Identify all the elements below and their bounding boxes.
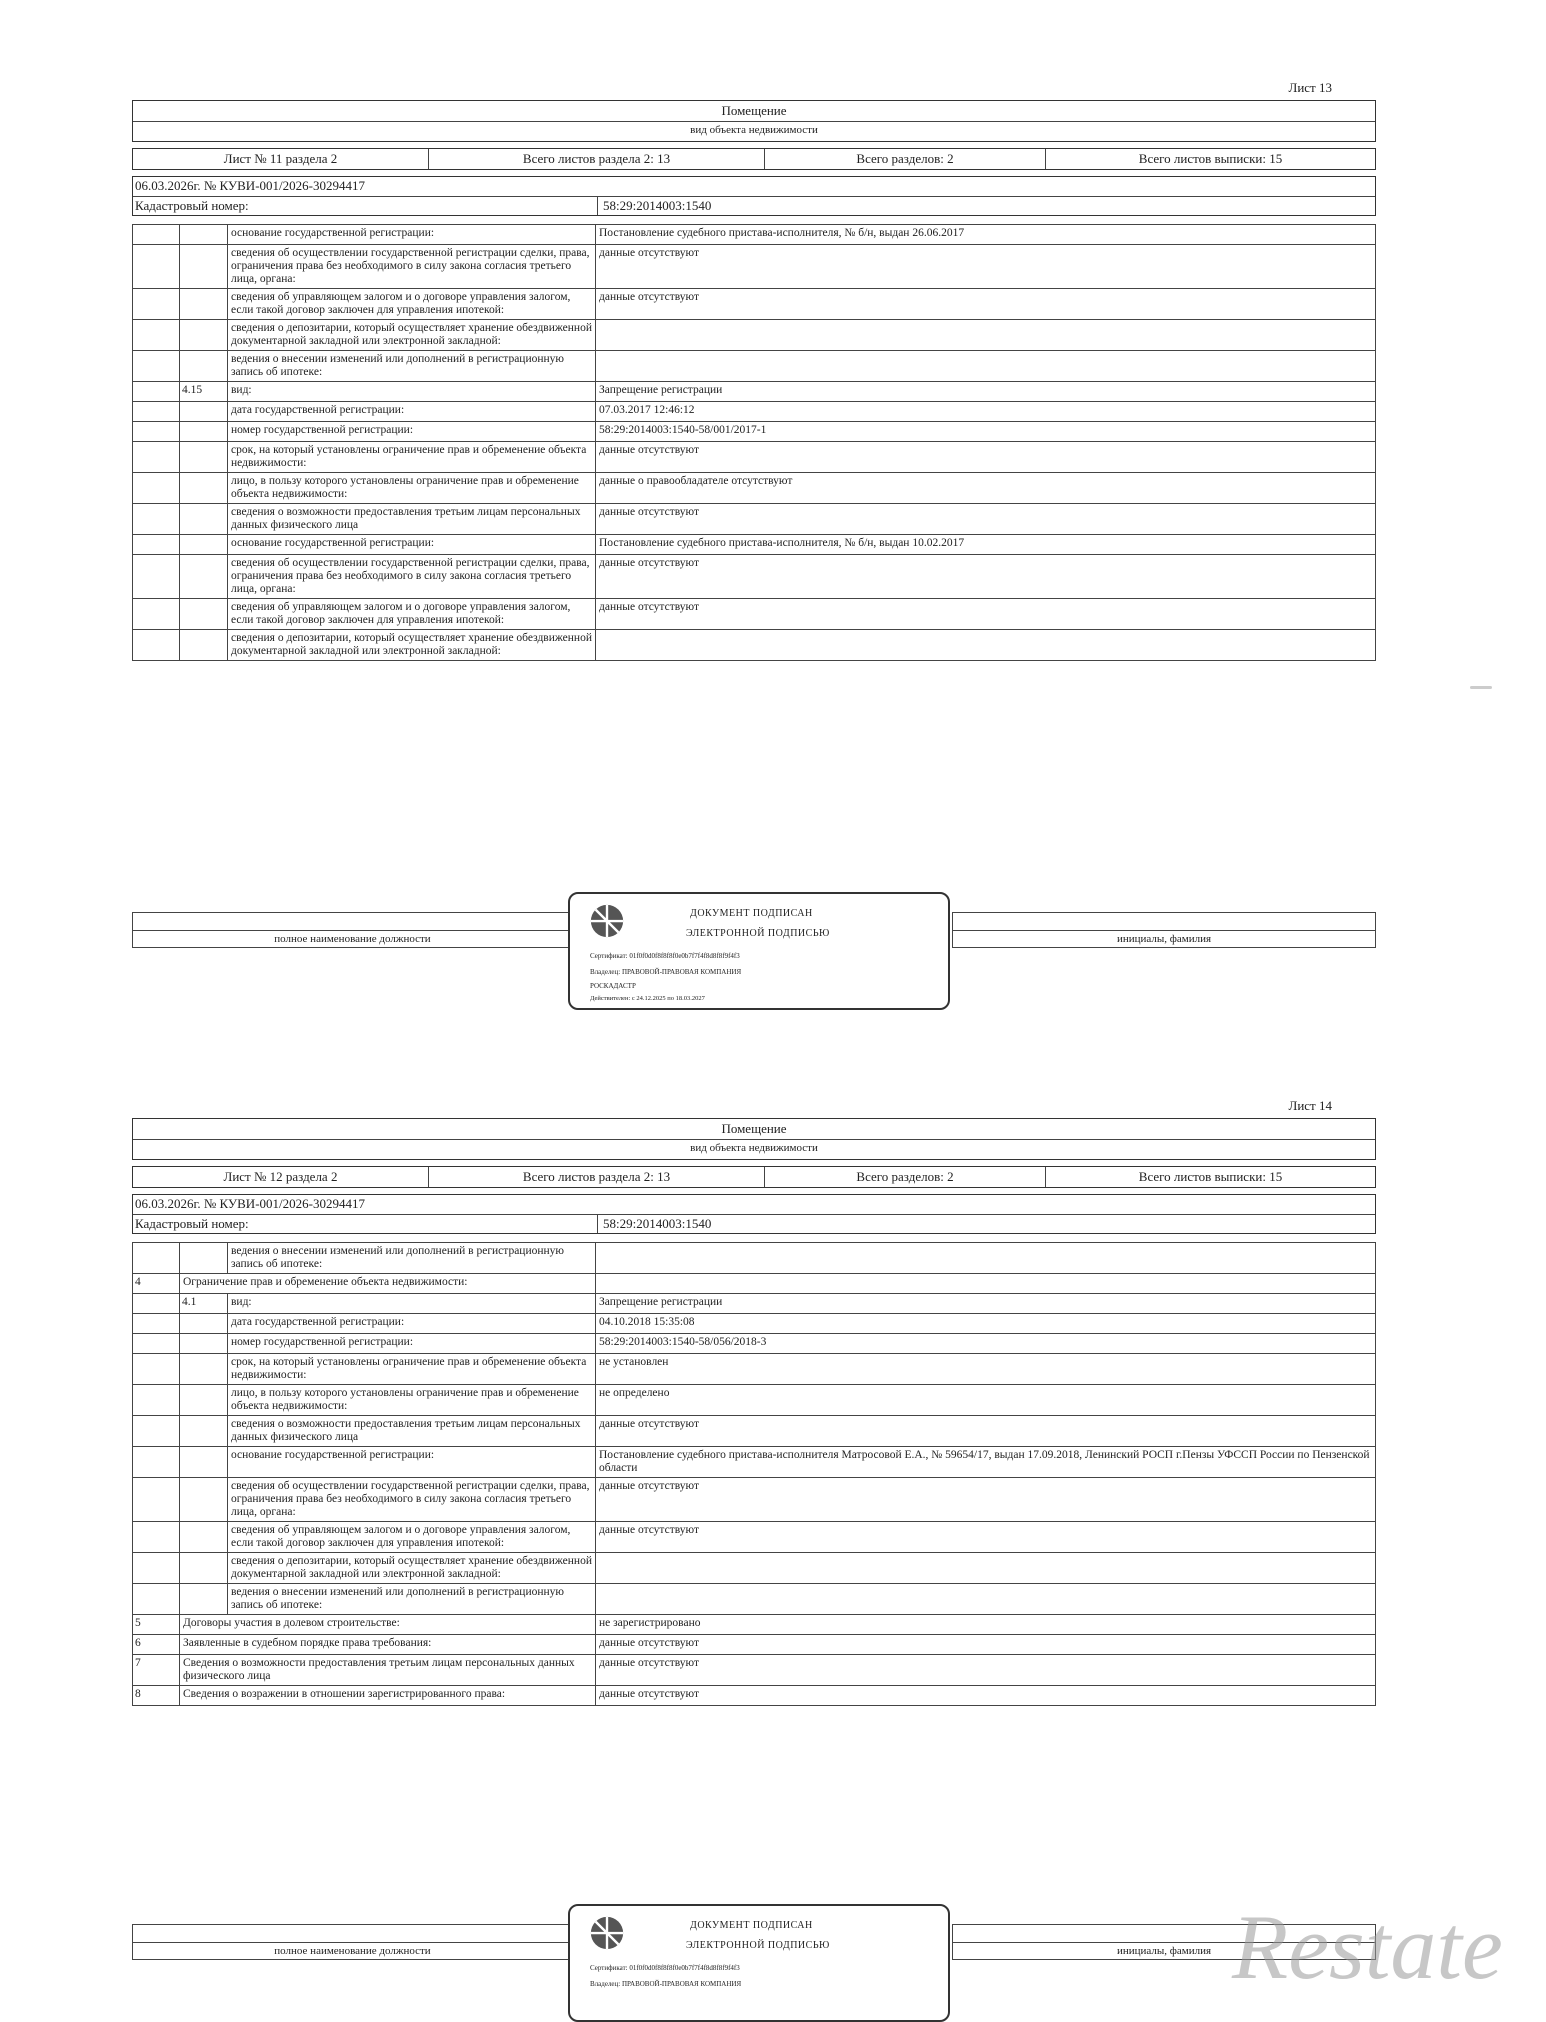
field-value-cell: 58:29:2014003:1540-58/001/2017-1 — [596, 422, 1376, 441]
stamp-title-2: ЭЛЕКТРОННОЙ ПОДПИСЬЮ — [686, 928, 830, 939]
section-number-cell — [132, 1584, 180, 1614]
field-value-cell: данные отсутствуют — [596, 599, 1376, 629]
section-number-cell — [132, 1478, 180, 1521]
object-type-caption: вид объекта недвижимости — [690, 1142, 818, 1154]
watermark-logo: Restate — [1232, 1896, 1503, 1998]
field-value-cell: 07.03.2017 12:46:12 — [596, 402, 1376, 421]
field-label-cell: основание государственной регистрации: — [228, 1447, 596, 1477]
section-number-cell — [132, 320, 180, 350]
field-label-cell: дата государственной регистрации: — [228, 402, 596, 421]
section-number-cell — [132, 504, 180, 534]
item-number-cell — [180, 630, 228, 660]
record-row — [132, 1654, 1376, 1685]
field-value-cell — [596, 1553, 1376, 1583]
stamp-organization: РОСКАДАСТР — [590, 982, 636, 990]
record-row — [132, 350, 1376, 381]
section-number-cell — [132, 1354, 180, 1384]
field-value-cell: не установлен — [596, 1354, 1376, 1384]
total-extract-sheets: Всего листов выписки: 15 — [1138, 151, 1283, 166]
section-number-cell — [132, 245, 180, 288]
sheet-number: Лист 13 — [1288, 80, 1332, 95]
scan-smudge — [1470, 686, 1492, 689]
field-label-cell: ведения о внесении изменений или дополнений в регистрационную запись об ипотеке: — [228, 1584, 596, 1614]
name-caption: инициалы, фамилия — [953, 930, 1375, 945]
record-row — [132, 1583, 1376, 1614]
document-id-header — [132, 176, 1376, 216]
field-value-cell — [596, 1274, 1376, 1293]
field-value-cell: данные отсутствуют — [596, 1635, 1376, 1654]
item-number-cell — [180, 351, 228, 381]
field-value-cell: данные отсутствуют — [596, 1522, 1376, 1552]
record-row — [132, 1521, 1376, 1552]
field-value-cell: не определено — [596, 1385, 1376, 1415]
item-number-cell — [180, 442, 228, 472]
section-number-cell — [132, 1416, 180, 1446]
field-label-cell: сведения о возможности предоставления третьим лицам персональных данных физического лица — [228, 1416, 596, 1446]
record-row — [132, 288, 1376, 319]
field-value-cell: 58:29:2014003:1540-58/056/2018-3 — [596, 1334, 1376, 1353]
section-number-cell — [132, 555, 180, 598]
field-label-cell: лицо, в пользу которого установлены ограничение прав и обременение объекта недвижимости: — [228, 473, 596, 503]
field-value-cell: данные отсутствуют — [596, 1416, 1376, 1446]
item-number-cell — [180, 1243, 228, 1273]
stamp-title-1: ДОКУМЕНТ ПОДПИСАН — [690, 1920, 813, 1931]
field-label-cell: сведения об управляющем залогом и о договоре управления залогом, если такой договор заключен для управления ипотекой: — [228, 599, 596, 629]
record-row — [132, 1552, 1376, 1583]
record-row — [132, 629, 1376, 661]
record-row — [132, 472, 1376, 503]
section-number-cell — [132, 535, 180, 554]
item-number-cell — [180, 1478, 228, 1521]
field-label-cell: сведения об управляющем залогом и о договоре управления залогом, если такой договор заключен для управления ипотекой: — [228, 1522, 596, 1552]
record-row — [132, 244, 1376, 288]
field-label-cell: номер государственной регистрации: — [228, 1334, 596, 1353]
section-number-cell — [132, 351, 180, 381]
stamp-certificate: Сертификат: 01f0f0d0f8f8f8f0e0b7f7f4f8d8f8f9f4f3 — [590, 1964, 740, 1972]
object-type-header — [132, 1118, 1376, 1160]
object-type: Помещение — [721, 103, 787, 118]
record-row — [132, 1446, 1376, 1477]
object-type-header — [132, 100, 1376, 142]
item-number-cell — [180, 1416, 228, 1446]
record-row — [132, 1477, 1376, 1521]
record-row — [132, 534, 1376, 554]
record-row — [132, 401, 1376, 421]
total-section-sheets: Всего листов раздела 2: 13 — [429, 1167, 765, 1187]
field-value-cell: Постановление судебного пристава-исполнителя, № б/н, выдан 26.06.2017 — [596, 225, 1376, 244]
record-row — [132, 554, 1376, 598]
record-row — [132, 1242, 1376, 1273]
record-row — [132, 1384, 1376, 1415]
field-value-cell: Постановление судебного пристава-исполнителя, № б/н, выдан 10.02.2017 — [596, 535, 1376, 554]
field-value-cell: данные о правообладателе отсутствуют — [596, 473, 1376, 503]
item-number-cell — [180, 245, 228, 288]
cadastral-label: Кадастровый номер: — [135, 198, 249, 213]
item-number-cell — [180, 1447, 228, 1477]
stamp-title-1: ДОКУМЕНТ ПОДПИСАН — [690, 908, 813, 919]
date-number: 06.03.2026г. № КУВИ-001/2026-30294417 — [135, 178, 365, 193]
section-title-cell: Заявленные в судебном порядке права требования: — [180, 1635, 596, 1654]
item-number-cell: 4.15 — [180, 382, 228, 401]
field-label-cell: срок, на который установлены ограничение прав и обременение объекта недвижимости: — [228, 1354, 596, 1384]
record-row — [132, 598, 1376, 629]
section-number-cell: 7 — [132, 1655, 180, 1685]
field-label-cell: сведения об управляющем залогом и о договоре управления залогом, если такой договор заключен для управления ипотекой: — [228, 289, 596, 319]
field-label-cell: срок, на который установлены ограничение прав и обременение объекта недвижимости: — [228, 442, 596, 472]
section-number-cell — [132, 1553, 180, 1583]
field-value-cell: Запрещение регистрации — [596, 382, 1376, 401]
section-number-cell — [132, 442, 180, 472]
record-row — [132, 1614, 1376, 1634]
field-value-cell: 04.10.2018 15:35:08 — [596, 1314, 1376, 1333]
object-type-caption: вид объекта недвижимости — [690, 124, 818, 136]
field-label-cell: сведения о депозитарии, который осуществляет хранение обездвиженной документарной закладной или электронной закладной: — [228, 630, 596, 660]
sheet-counts-header — [132, 148, 1376, 170]
section-number-cell: 5 — [132, 1615, 180, 1634]
total-section-sheets: Всего листов раздела 2: 13 — [429, 149, 765, 169]
record-row — [132, 1353, 1376, 1384]
item-number-cell — [180, 1314, 228, 1333]
field-value-cell: данные отсутствуют — [596, 1686, 1376, 1705]
item-number-cell — [180, 1584, 228, 1614]
position-field — [132, 912, 572, 948]
record-row — [132, 1333, 1376, 1353]
field-label-cell: сведения о депозитарии, который осуществляет хранение обездвиженной документарной закладной или электронной закладной: — [228, 1553, 596, 1583]
item-number-cell — [180, 225, 228, 244]
record-row — [132, 1415, 1376, 1446]
total-sections: Всего разделов: 2 — [765, 149, 1046, 169]
section-number-cell: 4 — [132, 1274, 180, 1293]
section-number-cell — [132, 225, 180, 244]
cadastral-label: Кадастровый номер: — [135, 1216, 249, 1231]
field-label-cell: сведения об осуществлении государственной регистрации сделки, права, ограничения права без необходимого в силу закона согласия третьего лица, органа: — [228, 1478, 596, 1521]
field-value-cell — [596, 630, 1376, 660]
field-label-cell: основание государственной регистрации: — [228, 225, 596, 244]
section-number-cell — [132, 1334, 180, 1353]
section-number-cell — [132, 630, 180, 660]
section-number-cell — [132, 1522, 180, 1552]
field-value-cell: Постановление судебного пристава-исполнителя Матросовой Е.А., № 59654/17, выдан 17.09.2018, Ленинский РОСП г.Пензы УФССП России по Пензенской области — [596, 1447, 1376, 1477]
field-value-cell: данные отсутствуют — [596, 1478, 1376, 1521]
field-label-cell: номер государственной регистрации: — [228, 422, 596, 441]
section-title-cell: Сведения о возможности предоставления третьим лицам персональных данных физического лица — [180, 1655, 596, 1685]
section-number-cell — [132, 422, 180, 441]
position-caption: полное наименование должности — [133, 1942, 572, 1957]
section-title-cell: Ограничение прав и обременение объекта недвижимости: — [180, 1274, 596, 1293]
sheet-number: Лист 14 — [1288, 1098, 1332, 1113]
field-label-cell: ведения о внесении изменений или дополнений в регистрационную запись об ипотеке: — [228, 1243, 596, 1273]
field-label-cell: вид: — [228, 382, 596, 401]
name-field — [952, 912, 1376, 948]
section-number-cell — [132, 1243, 180, 1273]
section-number-cell — [132, 599, 180, 629]
field-label-cell: сведения об осуществлении государственной регистрации сделки, права, ограничения права без необходимого в силу закона согласия третьего лица, органа: — [228, 245, 596, 288]
position-field — [132, 1924, 572, 1960]
field-label-cell: лицо, в пользу которого установлены ограничение прав и обременение объекта недвижимости: — [228, 1385, 596, 1415]
date-number: 06.03.2026г. № КУВИ-001/2026-30294417 — [135, 1196, 365, 1211]
item-number-cell — [180, 402, 228, 421]
item-number-cell — [180, 1354, 228, 1384]
section-number-cell — [132, 473, 180, 503]
record-table — [132, 1242, 1376, 1706]
object-type: Помещение — [721, 1121, 787, 1136]
item-number-cell — [180, 599, 228, 629]
item-number-cell — [180, 555, 228, 598]
section-title-cell: Договоры участия в долевом строительстве: — [180, 1615, 596, 1634]
rosreestr-emblem-icon — [588, 1914, 626, 1952]
field-value-cell: данные отсутствуют — [596, 504, 1376, 534]
record-row — [132, 503, 1376, 534]
section-number-cell — [132, 382, 180, 401]
section-number-cell: 8 — [132, 1686, 180, 1705]
stamp-certificate: Сертификат: 01f0f0d0f8f8f8f0e0b7f7f4f8d8f8f9f4f3 — [590, 952, 740, 960]
field-value-cell — [596, 1584, 1376, 1614]
field-label-cell: сведения о депозитарии, который осуществляет хранение обездвиженной документарной закладной или электронной закладной: — [228, 320, 596, 350]
position-caption: полное наименование должности — [133, 930, 572, 945]
record-table — [132, 224, 1376, 661]
item-number-cell — [180, 1385, 228, 1415]
field-label-cell: вид: — [228, 1294, 596, 1313]
field-value-cell: данные отсутствуют — [596, 289, 1376, 319]
section-sheet: Лист № 12 раздела 2 — [133, 1167, 429, 1187]
field-label-cell: основание государственной регистрации: — [228, 535, 596, 554]
field-value-cell: данные отсутствуют — [596, 1655, 1376, 1685]
item-number-cell — [180, 504, 228, 534]
record-row — [132, 1313, 1376, 1333]
item-number-cell — [180, 289, 228, 319]
section-number-cell — [132, 1294, 180, 1313]
section-title-cell: Сведения о возражении в отношении зарегистрированного права: — [180, 1686, 596, 1705]
name-caption: инициалы, фамилия — [953, 1942, 1375, 1957]
record-row — [132, 421, 1376, 441]
electronic-signature-stamp — [568, 1904, 950, 2022]
field-value-cell: данные отсутствуют — [596, 555, 1376, 598]
cadastral-number: 58:29:2014003:1540 — [603, 1216, 712, 1231]
record-row — [132, 1273, 1376, 1293]
section-number-cell — [132, 1385, 180, 1415]
total-extract-sheets: Всего листов выписки: 15 — [1138, 1169, 1283, 1184]
section-number-cell — [132, 402, 180, 421]
document-id-header — [132, 1194, 1376, 1234]
field-value-cell: не зарегистрировано — [596, 1615, 1376, 1634]
record-row — [132, 224, 1376, 244]
rosreestr-emblem-icon — [588, 902, 626, 940]
field-value-cell: данные отсутствуют — [596, 442, 1376, 472]
field-value-cell: Запрещение регистрации — [596, 1294, 1376, 1313]
section-number-cell — [132, 1447, 180, 1477]
field-value-cell: данные отсутствуют — [596, 245, 1376, 288]
field-value-cell — [596, 351, 1376, 381]
item-number-cell — [180, 535, 228, 554]
section-number-cell — [132, 289, 180, 319]
section-number-cell: 6 — [132, 1635, 180, 1654]
stamp-owner: Владелец: ПРАВОВОЙ-ПРАВОВАЯ КОМПАНИЯ — [590, 1980, 742, 1988]
cadastral-number: 58:29:2014003:1540 — [603, 198, 712, 213]
sheet-counts-header — [132, 1166, 1376, 1188]
field-label-cell: сведения об осуществлении государственной регистрации сделки, права, ограничения права без необходимого в силу закона согласия третьего лица, органа: — [228, 555, 596, 598]
stamp-validity: Действителен: с 24.12.2025 по 18.03.2027 — [590, 995, 705, 1002]
item-number-cell — [180, 320, 228, 350]
section-sheet: Лист № 11 раздела 2 — [133, 149, 429, 169]
total-sections: Всего разделов: 2 — [765, 1167, 1046, 1187]
section-number-cell — [132, 1314, 180, 1333]
field-value-cell — [596, 1243, 1376, 1273]
field-value-cell — [596, 320, 1376, 350]
field-label-cell: дата государственной регистрации: — [228, 1314, 596, 1333]
item-number-cell — [180, 422, 228, 441]
item-number-cell: 4.1 — [180, 1294, 228, 1313]
stamp-title-2: ЭЛЕКТРОННОЙ ПОДПИСЬЮ — [686, 1940, 830, 1951]
stamp-owner: Владелец: ПРАВОВОЙ-ПРАВОВАЯ КОМПАНИЯ — [590, 968, 742, 976]
item-number-cell — [180, 1553, 228, 1583]
item-number-cell — [180, 473, 228, 503]
record-row — [132, 441, 1376, 472]
field-label-cell: ведения о внесении изменений или дополнений в регистрационную запись об ипотеке: — [228, 351, 596, 381]
record-row — [132, 1685, 1376, 1706]
electronic-signature-stamp — [568, 892, 950, 1010]
record-row — [132, 381, 1376, 401]
record-row — [132, 1293, 1376, 1313]
item-number-cell — [180, 1522, 228, 1552]
field-label-cell: сведения о возможности предоставления третьим лицам персональных данных физического лица — [228, 504, 596, 534]
record-row — [132, 319, 1376, 350]
record-row — [132, 1634, 1376, 1654]
item-number-cell — [180, 1334, 228, 1353]
